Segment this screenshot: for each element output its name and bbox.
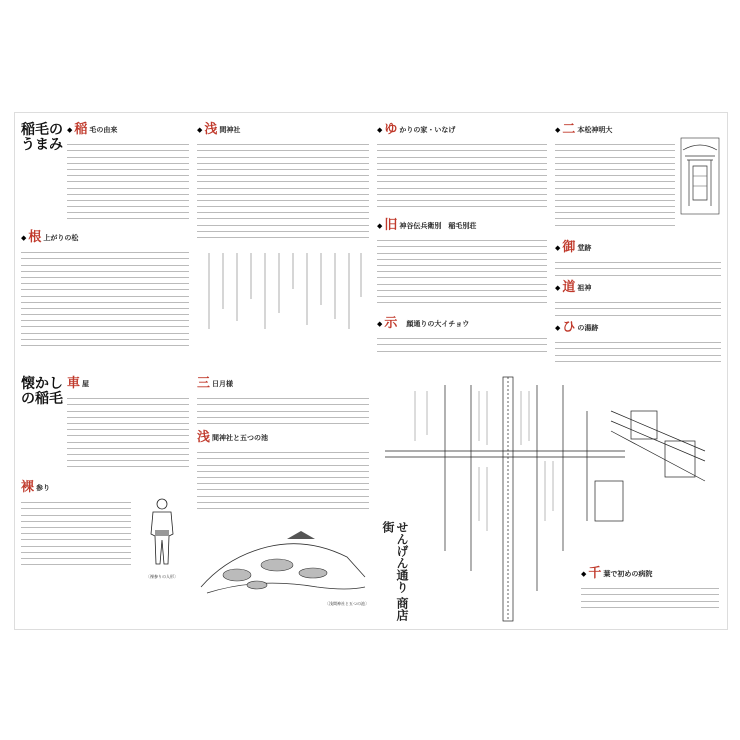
heading-chiba: ◆ 千 葉で初めの病院: [581, 566, 653, 581]
heading-sangatsu: 三 日月様: [197, 376, 234, 391]
text-chiba: [581, 583, 719, 613]
heading-kyu: ◆ 旧 神谷伝兵衛別 稲毛別荘: [377, 218, 477, 233]
text-kaze: [21, 497, 131, 579]
text-doso: [555, 297, 721, 319]
street-map: [375, 371, 721, 623]
heading-gohei: ◆ 御 堂跡: [555, 240, 592, 255]
heading-mendo: ◆ 示 顔通りの大イチョウ: [377, 316, 470, 331]
text-kyu: [377, 235, 547, 315]
text-hiji: [555, 337, 721, 363]
vertical-text-list: [197, 249, 369, 339]
brochure-page: [14, 112, 728, 630]
text-sangatsu: [197, 393, 369, 427]
heading-sengen: ◆ 浅 間神社: [197, 122, 241, 137]
heading-hiji: ◆ ひ の湯跡: [555, 320, 599, 335]
title-bottom: 懐かし の稲毛: [21, 376, 63, 407]
column-1: [21, 123, 189, 355]
text-kuruma: [67, 393, 189, 477]
text-mendo: [377, 333, 547, 355]
text-sengen-five: [197, 447, 369, 517]
shrine-illustration: [679, 136, 721, 216]
text-gohei: [555, 257, 721, 279]
column-3: [377, 123, 547, 355]
column-2: [197, 123, 369, 343]
person-figure-illustration: [135, 494, 189, 570]
heading-inage: ◆ 稲 毛の由来: [67, 122, 118, 137]
column-4: [555, 123, 721, 363]
heading-yukari: ◆ ゆ かりの家・いなげ: [377, 122, 456, 137]
heading-kuruma: 車 屋: [67, 376, 90, 391]
pond-illustration: [197, 517, 369, 597]
text-nihon: [555, 139, 675, 239]
heading-sengen-five: 浅 間神社と五つの池: [197, 430, 269, 445]
heading-doso: ◆ 道 祖神: [555, 280, 592, 295]
bottom-col-1: [21, 377, 189, 580]
text-yukari: [377, 139, 547, 217]
heading-nihon: ◆ 二 本松神明大: [555, 122, 613, 137]
heading-mitsu: ◆ 根 上がりの松: [21, 230, 79, 245]
text-sengen: [197, 139, 369, 249]
bottom-col-2: [197, 377, 369, 607]
text-inage: [67, 139, 189, 227]
intro-block: [21, 123, 189, 227]
heading-kaze: 裸 参り: [21, 480, 51, 495]
pond-caption: 〔浅間神社と五つの池〕: [325, 601, 369, 606]
title-top: 稲毛の うまみ: [21, 122, 63, 153]
text-mitsu: [21, 247, 189, 355]
kaze-caption: 〔裸参りの人形〕: [146, 574, 178, 579]
street-title: せんげん通り 商店街: [381, 521, 409, 622]
